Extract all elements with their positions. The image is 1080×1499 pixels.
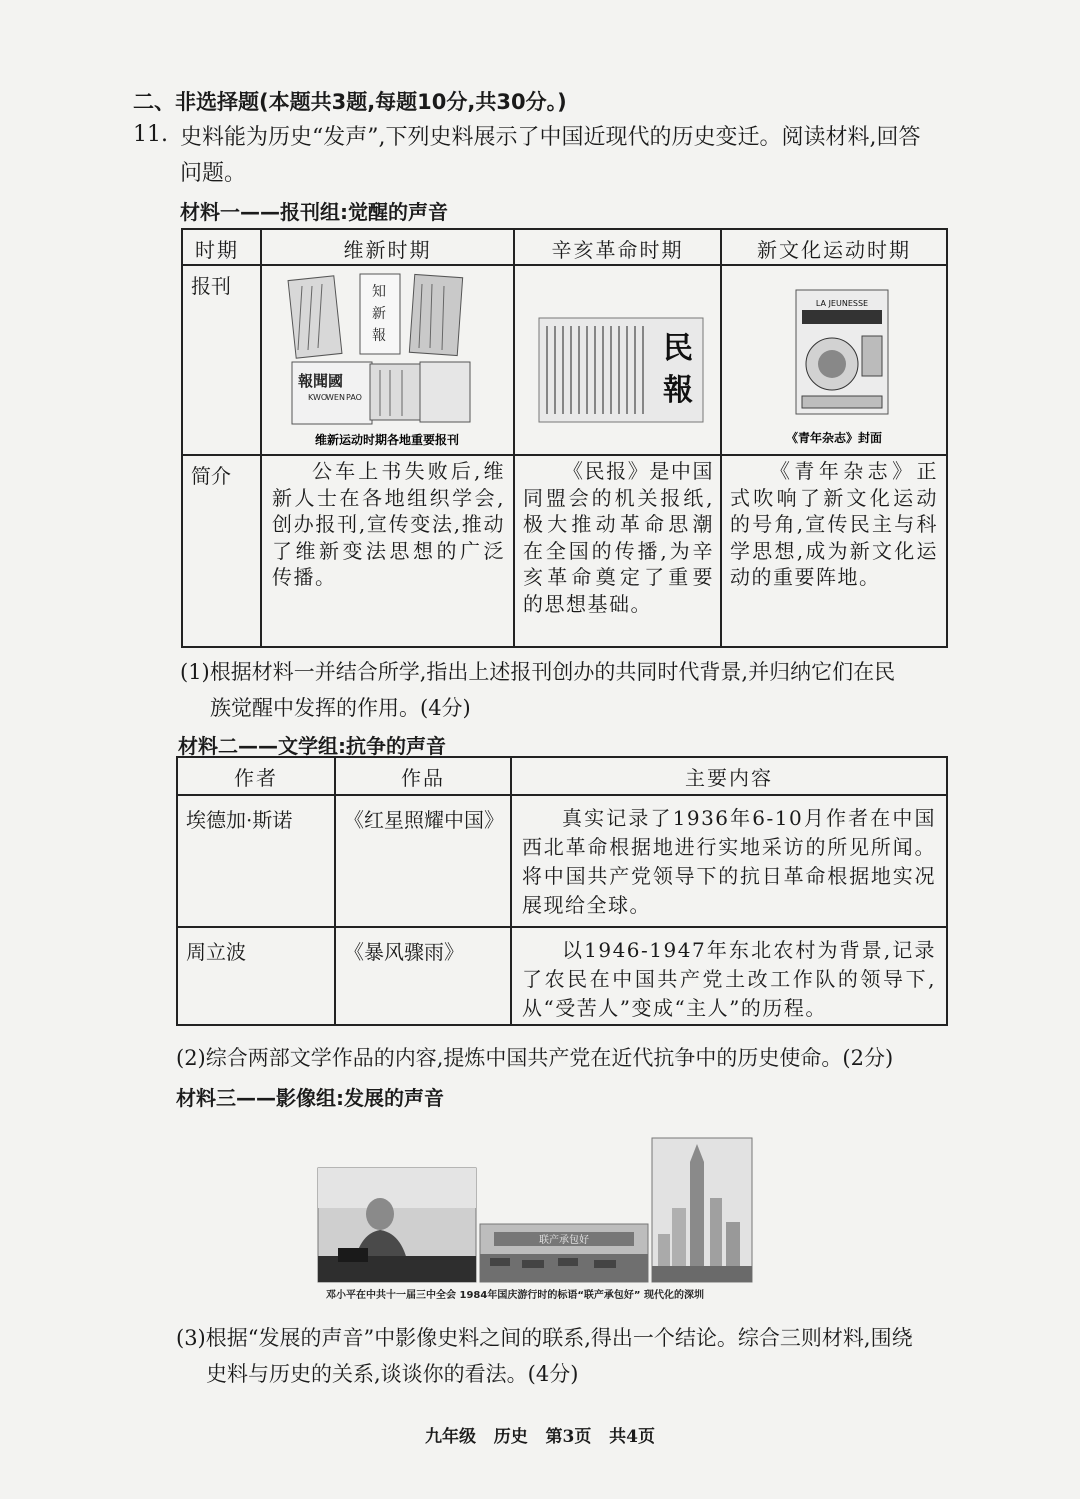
youth-magazine-caption: 《青年杂志》封面 (785, 431, 883, 445)
reform-newspapers-image (262, 266, 512, 454)
header-new-culture: 新文化运动时期 (721, 229, 947, 265)
header-content: 主要内容 (511, 757, 947, 795)
sub-question-1-line1: (1)根据材料一并结合所学,指出上述报刊创办的共同时代背景,并归纳它们在民 (180, 660, 896, 684)
header-reform: 维新时期 (261, 229, 514, 265)
shenzhen-photo (652, 1138, 752, 1282)
minbao-image (515, 266, 720, 454)
author-zhou: 周立波 (177, 927, 335, 1025)
sub-question-1 (180, 654, 960, 726)
xinhai-intro-text: 《民报》是中国同盟会的机关报纸,极大推动革命思潮在全国的传播,为辛亥革命奠定了重要的思想基础。 (523, 459, 714, 616)
work-red-star: 《红星照耀中国》 (335, 795, 511, 927)
question-stem-line2: 问题。 (180, 161, 247, 186)
sub-question-3 (176, 1320, 966, 1392)
sub-question-3-line1: (3)根据“发展的声音”中影像史料之间的联系,得出一个结论。综合三则材料,围绕 (176, 1326, 913, 1350)
material2-title: 材料二——文学组:抗争的声音 (178, 734, 446, 758)
header-work: 作品 (335, 757, 511, 795)
content-red-star: 真实记录了1936年6-10月作者在中国西北革命根据地进行实地采访的所见所闻。将中国共产党领导下的抗日革命根据地实况展现给全球。 (522, 806, 936, 917)
work-storm: 《暴风骤雨》 (335, 927, 511, 1025)
banner-slogan: 联产承包好 (539, 1235, 589, 1246)
sub-question-3-line2: 史料与历史的关系,谈谈你的看法。(4分) (206, 1362, 579, 1386)
minbao-char-1: 民 (663, 331, 693, 366)
material1-title: 材料一——报刊组:觉醒的声音 (180, 200, 448, 224)
section-heading: 二、非选择题(本题共3题,每题10分,共30分。) (133, 90, 567, 114)
row-label-intro: 简介 (182, 455, 261, 647)
content-red-star-cell (511, 795, 947, 927)
header-xinhai: 辛亥革命时期 (514, 229, 721, 265)
guowenbao-title: 報聞國 (298, 372, 344, 390)
reform-intro-text: 公车上书失败后,维新人士在各地组织学会,创办报刊,宣传变法,推动了维新变法思想的广泛传播。 (272, 459, 505, 589)
reform-intro-cell (261, 455, 514, 647)
material3-title: 材料三——影像组:发展的声音 (176, 1086, 444, 1110)
youth-magazine-image (722, 266, 946, 454)
deng-photo (318, 1168, 476, 1282)
zhixinbao-char-1: 知 (372, 284, 386, 300)
guowenbao-en-3: PAO (346, 393, 362, 402)
header-author: 作者 (177, 757, 335, 795)
material1-table (181, 228, 948, 648)
material3-caption: 邓小平在中共十一届三中全会 1984年国庆游行时的标语“联产承包好” 现代化的深圳 (326, 1290, 704, 1301)
minbao-char-2: 報 (663, 373, 693, 408)
guowenbao-en-2: WEN (326, 393, 345, 402)
material2-table (176, 756, 948, 1026)
material3-photos (318, 1138, 758, 1301)
la-jeunesse-text: LA JEUNESSE (815, 299, 869, 308)
reform-newspapers-cell (261, 265, 514, 455)
row-label-newspaper: 报刊 (182, 265, 261, 455)
question-stem (180, 120, 960, 192)
question-stem-line1: 史料能为历史“发声”,下列史料展示了中国近现代的历史变迁。阅读材料,回答 (180, 125, 921, 150)
header-period: 时期 (182, 229, 261, 265)
content-storm: 以1946-1947年东北农村为背景,记录了农民在中国共产党土改工作队的领导下,从“受苦人”变成“主人”的历程。 (522, 938, 936, 1020)
content-storm-cell (511, 927, 947, 1025)
reform-caption: 维新运动时期各地重要报刊 (314, 433, 460, 447)
sub-question-2: (2)综合两部文学作品的内容,提炼中国共产党在近代抗争中的历史使命。(2分) (176, 1046, 894, 1070)
new-culture-intro-cell (721, 455, 947, 647)
zhixinbao-char-3: 報 (372, 328, 386, 344)
minbao-cell (514, 265, 721, 455)
xinhai-intro-cell (514, 455, 721, 647)
sub-question-1-line2: 族觉醒中发挥的作用。(4分) (210, 696, 471, 720)
youth-magazine-cell (721, 265, 947, 455)
new-culture-intro-text: 《青年杂志》正式吹响了新文化运动的号角,宣传民主与科学思想,成为新文化运动的重要阵地。 (730, 459, 938, 589)
parade-photo (480, 1224, 648, 1282)
question-number: 11. (133, 122, 168, 147)
page-footer: 九年级 历史 第3页 共4页 (425, 1427, 655, 1447)
guowenbao-en-1: KWO (308, 393, 328, 402)
author-snow: 埃德加·斯诺 (177, 795, 335, 927)
zhixinbao-char-2: 新 (372, 306, 386, 322)
